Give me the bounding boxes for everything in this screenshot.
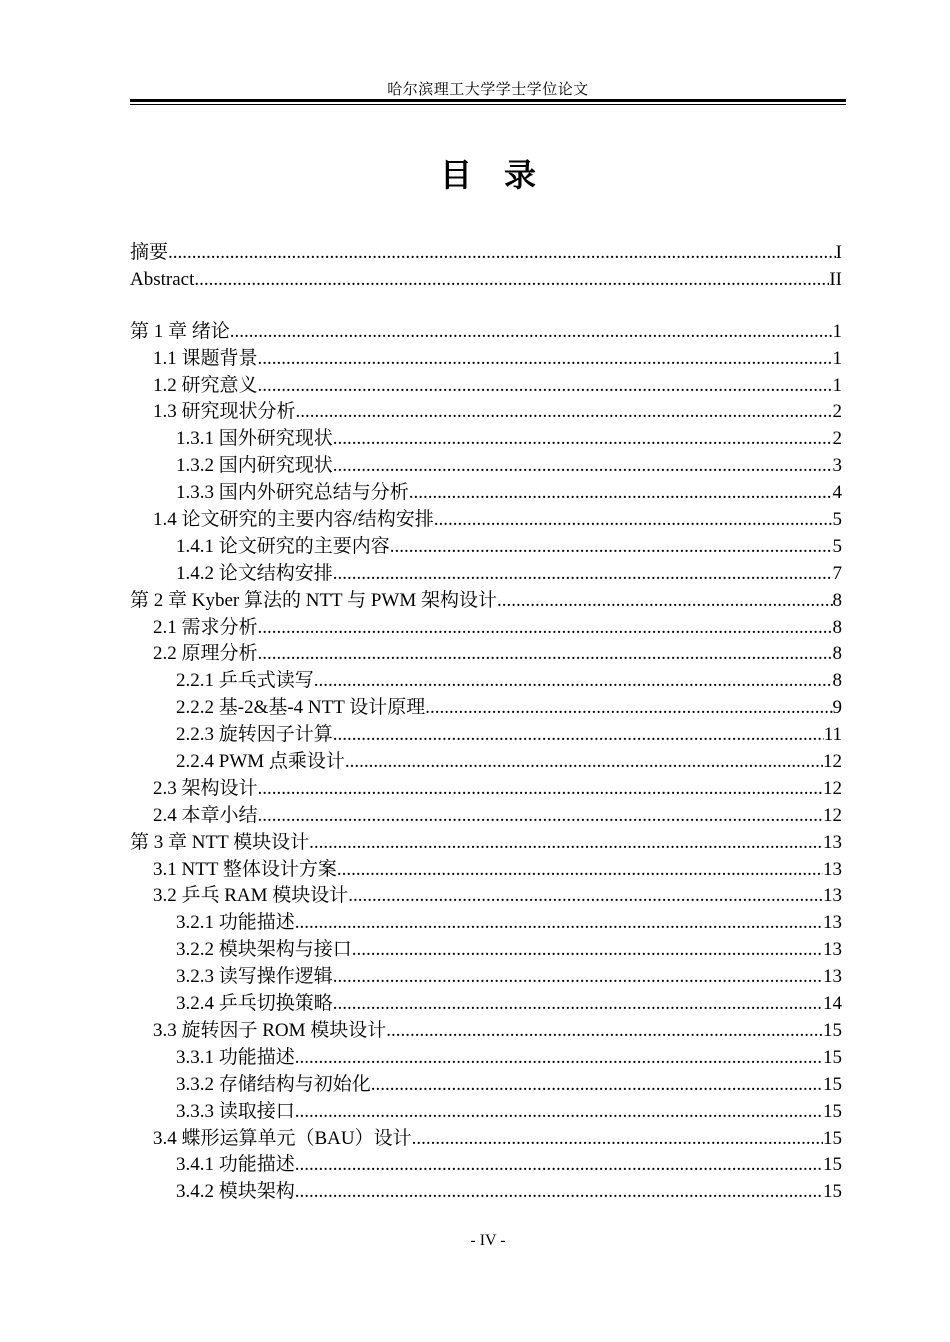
toc-entry[interactable]: [130, 480, 842, 507]
toc-entry-page: 13: [823, 966, 842, 988]
toc-entry-page: 7: [832, 562, 842, 584]
toc-entry-page: 12: [823, 751, 842, 773]
toc-entry[interactable]: [130, 964, 842, 991]
toc-entry-label: 3.3.3 读取接口: [176, 1100, 295, 1122]
toc-entry-page: 11: [823, 724, 842, 746]
toc-entry-page: 13: [823, 885, 842, 907]
toc-entry[interactable]: [130, 991, 842, 1018]
toc-leader-dots: [258, 641, 833, 668]
toc-leader-dots: [497, 588, 833, 615]
toc-entry-page: 15: [823, 1154, 842, 1176]
toc-entry[interactable]: [130, 426, 842, 453]
toc-title-char-2: 录: [504, 156, 537, 194]
toc-entry-label: 2.2.1 乒乓式读写: [176, 670, 314, 692]
toc-entry-label: 第 3 章 NTT 模块设计: [130, 831, 310, 853]
toc-entry-label: 1.3.2 国内研究现状: [176, 455, 333, 477]
toc-entry[interactable]: [130, 883, 842, 910]
toc-leader-dots: [295, 1099, 823, 1126]
toc-entry-page: 3: [832, 455, 842, 477]
toc-entry-label: 1.4.2 论文结构安排: [176, 562, 333, 584]
toc-leader-dots: [295, 1179, 823, 1206]
toc-entry[interactable]: [130, 695, 842, 722]
toc-entry-label: 2.3 架构设计: [153, 777, 258, 799]
toc-entry[interactable]: [130, 1045, 842, 1072]
toc-entry-label: 2.4 本章小结: [153, 804, 258, 826]
toc-entry-page: 8: [832, 589, 842, 611]
toc-entry-page: 14: [823, 993, 842, 1015]
toc-title-char-1: 目: [439, 156, 472, 194]
toc-entry-label: Abstract: [130, 268, 195, 290]
toc-leader-dots: [386, 1018, 823, 1045]
toc-entry[interactable]: [130, 1099, 842, 1126]
toc-leader-dots: [434, 507, 833, 534]
toc-leader-dots: [295, 910, 823, 937]
toc-entry-label: 第 1 章 绪论: [130, 320, 230, 342]
toc-entry-page: 15: [823, 1181, 842, 1203]
toc-entry-page: 1: [832, 347, 842, 369]
toc-entry-label: 2.2.3 旋转因子计算: [176, 724, 333, 746]
toc-entry-page: I: [835, 242, 842, 263]
toc-leader-dots: [258, 803, 823, 830]
toc-leader-dots: [409, 480, 833, 507]
toc-entry[interactable]: [130, 373, 842, 400]
toc-leader-dots: [333, 964, 823, 991]
toc-entry-page: 12: [823, 804, 842, 826]
toc-entry[interactable]: [130, 830, 842, 857]
toc-entry-label: 3.2.2 模块架构与接口: [176, 939, 352, 961]
toc-entry-page: 13: [823, 939, 842, 961]
toc-entry[interactable]: [130, 1152, 842, 1179]
toc-entry-label: 1.2 研究意义: [153, 374, 258, 396]
toc-entry[interactable]: [130, 937, 842, 964]
toc-entry[interactable]: [130, 534, 842, 561]
toc-leader-dots: [295, 1045, 823, 1072]
toc-entry-abstract-cn[interactable]: [130, 240, 842, 267]
toc-entry-page: 2: [832, 401, 842, 423]
toc-leader-dots: [333, 561, 833, 588]
toc-entry-label: 3.2 乒乓 RAM 模块设计: [153, 885, 349, 907]
toc-entry-label: 摘要: [130, 242, 169, 263]
toc-entry-page: 15: [823, 1073, 842, 1095]
toc-entry[interactable]: [130, 641, 842, 668]
toc-entry-page: 12: [823, 777, 842, 799]
toc-entry[interactable]: [130, 615, 842, 642]
toc-leader-dots: [230, 319, 833, 346]
toc-entry-label: 2.2.4 PWM 点乘设计: [176, 751, 345, 773]
toc-entry[interactable]: [130, 561, 842, 588]
toc-leader-dots: [314, 668, 833, 695]
toc-entry-page: 13: [823, 831, 842, 853]
toc-entry-label: 3.2.3 读写操作逻辑: [176, 966, 333, 988]
toc-entry[interactable]: [130, 1179, 842, 1206]
toc-entry[interactable]: [130, 319, 842, 346]
toc-entry[interactable]: [130, 346, 842, 373]
toc-entry[interactable]: [130, 668, 842, 695]
toc-leader-dots: [168, 240, 836, 267]
toc-leader-dots: [333, 722, 824, 749]
header-rule-thin: [130, 104, 846, 105]
toc-leader-dots: [390, 534, 833, 561]
toc-leader-dots: [333, 991, 823, 1018]
toc-entry-label: 1.3.3 国内外研究总结与分析: [176, 482, 409, 504]
toc-entry[interactable]: [130, 588, 842, 615]
toc-entry[interactable]: [130, 910, 842, 937]
toc-entry-page: 8: [832, 616, 842, 638]
toc-entry-page: 9: [832, 697, 842, 719]
page-number: - IV -: [470, 1232, 506, 1249]
toc-entry[interactable]: [130, 1018, 842, 1045]
toc-entry[interactable]: [130, 1126, 842, 1153]
toc-entry-page: 2: [832, 428, 842, 450]
toc-entry-page: 1: [832, 374, 842, 396]
toc-entry-label: 1.4 论文研究的主要内容/结构安排: [153, 509, 434, 531]
toc-entry-page: 8: [832, 643, 842, 665]
toc-leader-dots: [258, 346, 833, 373]
toc-leader-dots: [345, 749, 823, 776]
toc-leader-dots: [295, 1152, 823, 1179]
toc-entry-page: 15: [823, 1046, 842, 1068]
toc-entry-label: 2.2.2 基-2&基-4 NTT 设计原理: [176, 697, 426, 719]
toc-entry-label: 1.3 研究现状分析: [153, 401, 296, 423]
toc-entry-label: 3.3.2 存储结构与初始化: [176, 1073, 371, 1095]
toc-entry-label: 2.2 原理分析: [153, 643, 258, 665]
toc-entry[interactable]: [130, 453, 842, 480]
toc-entry[interactable]: [130, 857, 842, 884]
toc-leader-dots: [371, 1072, 823, 1099]
toc-leader-dots: [258, 615, 833, 642]
toc-entry[interactable]: [130, 776, 842, 803]
toc-leader-dots: [412, 1126, 823, 1153]
toc-entry-page: 15: [823, 1127, 842, 1149]
running-header: 哈尔滨理工大学学士学位论文: [387, 82, 589, 98]
toc-entry-label: 3.2.4 乒乓切换策略: [176, 993, 333, 1015]
toc-entry-label: 3.4.2 模块架构: [176, 1181, 295, 1203]
toc-entry-page: 4: [832, 482, 842, 504]
toc-entry[interactable]: [130, 507, 842, 534]
toc-leader-dots: [425, 695, 832, 722]
toc-entry-page: 8: [832, 670, 842, 692]
toc-title: [130, 150, 846, 196]
toc-entry-page: 5: [832, 535, 842, 557]
toc-entry[interactable]: [130, 1072, 842, 1099]
toc-entry-page: II: [829, 268, 842, 290]
toc-entry-page: 5: [832, 509, 842, 531]
toc-entry-page: 1: [832, 320, 842, 342]
toc-entry-page: 13: [823, 858, 842, 880]
toc-entry-label: 3.2.1 功能描述: [176, 912, 295, 934]
toc-leader-dots: [309, 830, 823, 857]
toc-leader-dots: [258, 373, 833, 400]
toc-leader-dots: [333, 426, 833, 453]
table-of-contents: [130, 240, 842, 1206]
toc-leader-dots: [333, 453, 833, 480]
toc-entry-page: 13: [823, 912, 842, 934]
toc-entry-label: 3.4 蝶形运算单元（BAU）设计: [153, 1127, 412, 1149]
toc-entry[interactable]: [130, 749, 842, 776]
toc-entry-label: 3.3 旋转因子 ROM 模块设计: [153, 1019, 387, 1041]
header-rule-thick: [130, 99, 846, 102]
toc-entry-page: 15: [823, 1019, 842, 1041]
toc-leader-dots: [348, 883, 823, 910]
toc-entry[interactable]: [130, 803, 842, 830]
toc-leader-dots: [296, 399, 833, 426]
toc-entry-label: 1.4.1 论文研究的主要内容: [176, 535, 390, 557]
toc-leader-dots: [337, 857, 823, 884]
toc-leader-dots: [352, 937, 823, 964]
toc-spacer: [130, 294, 842, 319]
toc-entry-label: 3.4.1 功能描述: [176, 1154, 295, 1176]
toc-leader-dots: [194, 267, 829, 294]
toc-entry-abstract-en[interactable]: [130, 267, 842, 294]
toc-entry[interactable]: [130, 399, 842, 426]
toc-entry-label: 第 2 章 Kyber 算法的 NTT 与 PWM 架构设计: [130, 589, 497, 611]
toc-entry[interactable]: [130, 722, 842, 749]
toc-leader-dots: [258, 776, 823, 803]
toc-entry-label: 1.3.1 国外研究现状: [176, 428, 333, 450]
toc-entries: [130, 319, 842, 1206]
toc-entry-label: 3.1 NTT 整体设计方案: [153, 858, 337, 880]
toc-entry-label: 3.3.1 功能描述: [176, 1046, 295, 1068]
toc-entry-label: 1.1 课题背景: [153, 347, 258, 369]
toc-entry-page: 15: [823, 1100, 842, 1122]
toc-entry-label: 2.1 需求分析: [153, 616, 258, 638]
